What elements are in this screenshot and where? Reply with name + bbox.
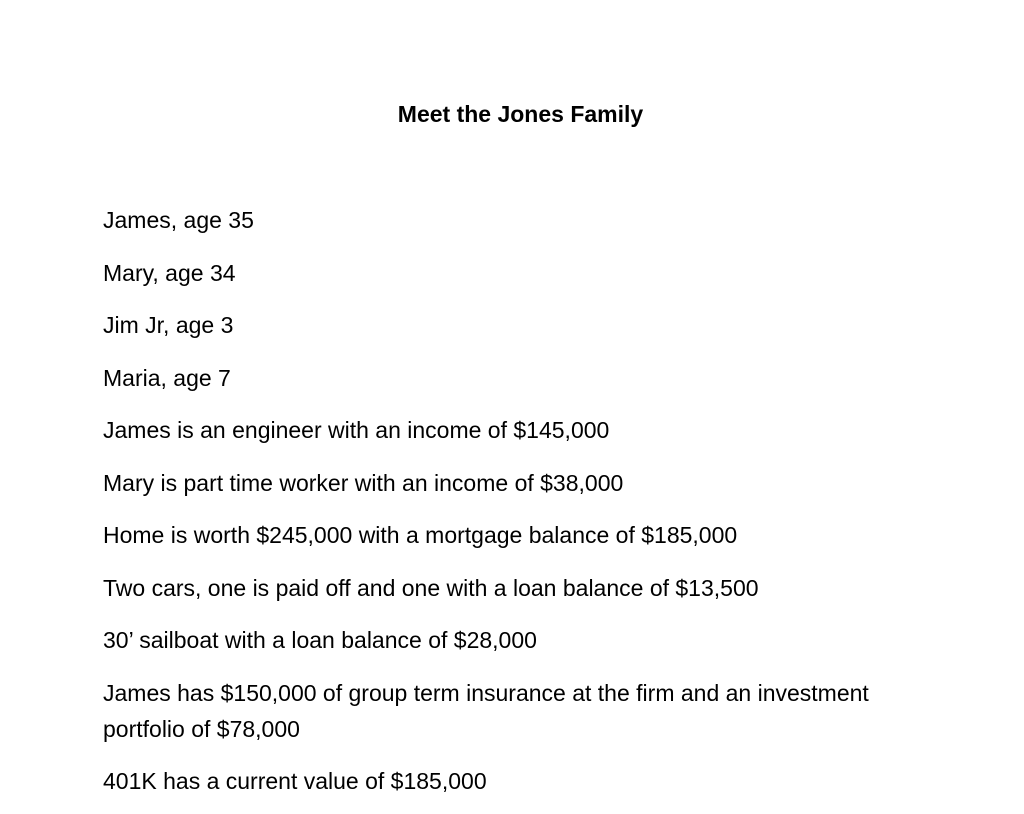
document-title: Meet the Jones Family [397,101,644,127]
fact-line: Jim Jr, age 3 [103,312,234,338]
fact-line: Two cars, one is paid off and one with a loan balance of $13,500 [103,574,759,601]
family-facts-list [103,202,883,799]
fact-line: 30’ sailboat with a loan balance of $28,000 [103,627,537,653]
fact-line: Home is worth $245,000 with a mortgage balance of $185,000 [103,522,738,548]
fact-line: James, age 35 [103,207,254,233]
fact-line: Mary is part time worker with an income of $38,000 [103,469,624,496]
fact-line: 401K has a current value of $185,000 [103,768,487,794]
fact-line: James is an engineer with an income of $145,000 [103,417,610,443]
fact-line: James has $150,000 of group term insurance at the firm and an investment portfolio of $78,000 [103,679,869,742]
fact-line: Maria, age 7 [103,364,231,391]
fact-line: Mary, age 34 [103,259,236,286]
